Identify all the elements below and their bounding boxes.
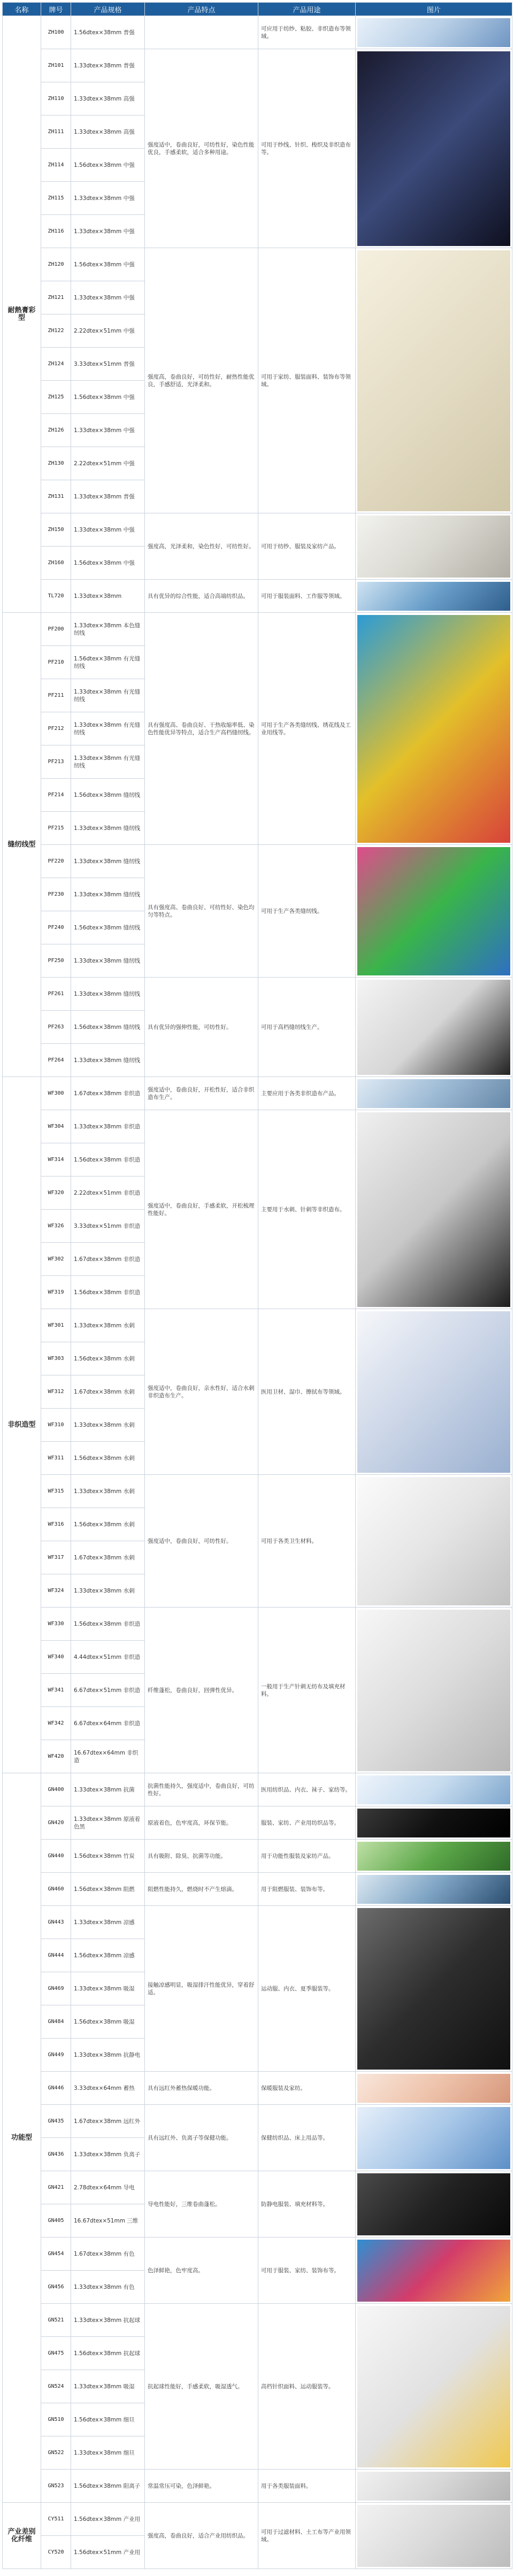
use-cell: 可用于家纺、服装面料、装饰布等领域。: [258, 248, 356, 513]
product-photo: [357, 1477, 510, 1605]
category-cell: 耐熱膏彩型: [3, 16, 41, 613]
spec-cell: 1.33dtex×38mm: [71, 580, 145, 613]
product-photo: [357, 2472, 510, 2501]
spec-cell: 1.56dtex×38mm 缝纫线: [71, 779, 145, 812]
spec-cell: 1.33dtex×38mm 中强: [71, 215, 145, 248]
code-cell: PF240: [41, 911, 71, 944]
product-photo: [357, 847, 510, 975]
code-cell: GN454: [41, 2237, 71, 2271]
code-cell: GN440: [41, 1840, 71, 1873]
code-cell: GN456: [41, 2271, 71, 2304]
product-photo: [357, 1311, 510, 1473]
code-cell: ZH115: [41, 182, 71, 215]
spec-cell: 1.56dtex×38mm 中强: [71, 248, 145, 281]
feature-cell: 具有强度高、卷曲良好、可纺性好、染色均匀等特点。: [145, 845, 258, 978]
image-cell: [356, 1077, 512, 1110]
use-cell: 可用于高档缝纫线生产。: [258, 978, 356, 1077]
code-cell: GN469: [41, 1972, 71, 2005]
code-cell: GN420: [41, 1806, 71, 1840]
spec-cell: 1.67dtex×38mm 水刺: [71, 1375, 145, 1409]
image-cell: [356, 1906, 512, 2072]
feature-cell: 抗起球性能好，手感柔软，吸湿透气。: [145, 2304, 258, 2470]
product-photo: [357, 2306, 510, 2467]
spec-cell: 1.33dtex×38mm 水刺: [71, 1409, 145, 1442]
code-cell: WF312: [41, 1375, 71, 1409]
use-cell: 运动服、内衣、夏季服装等。: [258, 1906, 356, 2072]
use-cell: 医用纺织品、内衣、袜子、家纺等。: [258, 1773, 356, 1806]
code-cell: WF314: [41, 1143, 71, 1176]
table-row: [3, 1110, 512, 1143]
image-cell: [356, 16, 512, 49]
code-cell: GN444: [41, 1939, 71, 1972]
image-cell: [356, 2171, 512, 2237]
code-cell: WF301: [41, 1309, 71, 1342]
code-cell: PF261: [41, 978, 71, 1011]
use-cell: 可应用于纺纱、粘胶、非织造布等领域。: [258, 16, 356, 49]
category-cell: 非织造型: [3, 1077, 41, 1773]
use-cell: 可用于过滤材料、土工布等产业用领域。: [258, 2503, 356, 2569]
spec-cell: 1.33dtex×38mm 水刺: [71, 1309, 145, 1342]
code-cell: PF230: [41, 878, 71, 911]
spec-cell: 1.56dtex×38mm 竹炭: [71, 1840, 145, 1873]
header-spec: 产品规格: [71, 3, 145, 16]
feature-cell: 强度适中，卷曲良好，可纺性好，染色性能优良，手感柔软，适合多种用途。: [145, 49, 258, 248]
use-cell: 服装、家纺、产业用纺织品等。: [258, 1806, 356, 1840]
product-photo: [357, 2074, 510, 2103]
use-cell: 可用于服装、家纺、装饰布等。: [258, 2237, 356, 2304]
product-photo: [357, 2107, 510, 2169]
code-cell: GN523: [41, 2470, 71, 2503]
table-row: [3, 1309, 512, 1342]
table-row: [3, 1806, 512, 1840]
spec-cell: 3.33dtex×51mm 非织造: [71, 1210, 145, 1243]
spec-cell: 1.33dtex×38mm 水刺: [71, 1475, 145, 1508]
code-cell: WF420: [41, 1740, 71, 1773]
spec-cell: 1.56dtex×51mm 产业用: [71, 2536, 145, 2569]
code-cell: ZH101: [41, 49, 71, 82]
spec-cell: 1.33dtex×38mm 缝纫线: [71, 944, 145, 978]
table-row: [3, 1840, 512, 1873]
code-cell: ZH100: [41, 16, 71, 49]
code-cell: ZH110: [41, 82, 71, 116]
product-photo: [357, 1079, 510, 1108]
image-cell: [356, 1840, 512, 1873]
code-cell: PF220: [41, 845, 71, 878]
spec-cell: 1.56dtex×38mm 吸湿: [71, 2005, 145, 2039]
spec-cell: 1.33dtex×38mm 细旦: [71, 2436, 145, 2470]
use-cell: 可用于纺纱、服装及家纺产品。: [258, 513, 356, 580]
product-photo: [357, 18, 510, 47]
product-photo: [357, 582, 510, 611]
spec-cell: 1.56dtex×38mm 中强: [71, 381, 145, 414]
product-photo: [357, 516, 510, 578]
code-cell: ZH150: [41, 513, 71, 547]
code-cell: ZH124: [41, 348, 71, 381]
spec-cell: 1.56dtex×38mm 细旦: [71, 2403, 145, 2436]
code-cell: GN443: [41, 1906, 71, 1939]
spec-cell: 1.56dtex×38mm 产业用: [71, 2503, 145, 2536]
feature-cell: 接触凉感明显，吸湿排汗性能优异，穿着舒适。: [145, 1906, 258, 2072]
product-photo: [357, 250, 510, 511]
spec-cell: 1.33dtex×38mm 有光缝纫线: [71, 745, 145, 779]
feature-cell: 强度适中，卷曲良好，可纺性好。: [145, 1475, 258, 1608]
spec-cell: 1.56dtex×38mm 非织造: [71, 1276, 145, 1309]
spec-cell: 1.67dtex×38mm 远红外: [71, 2105, 145, 2138]
feature-cell: 强度高，卷曲良好，可纺性好，耐热性能优良，手感舒适，光泽柔和。: [145, 248, 258, 513]
table-row: [3, 580, 512, 613]
category-cell: 功能型: [3, 1773, 41, 2503]
spec-cell: 1.56dtex×38mm 水刺: [71, 1442, 145, 1475]
spec-cell: 1.33dtex×38mm 中强: [71, 414, 145, 447]
use-cell: 主要用于水刺、针刺等非织造布。: [258, 1110, 356, 1309]
feature-cell: [145, 16, 258, 49]
spec-cell: 1.67dtex×38mm 非织造: [71, 1243, 145, 1276]
code-cell: WF303: [41, 1342, 71, 1375]
image-cell: [356, 845, 512, 978]
code-cell: PF215: [41, 812, 71, 845]
spec-cell: 1.33dtex×38mm 吸湿: [71, 1972, 145, 2005]
use-cell: 主要应用于各类非织造布产品。: [258, 1077, 356, 1110]
product-photo: [357, 2173, 510, 2235]
spec-cell: 1.67dtex×38mm 非织造: [71, 1077, 145, 1110]
spec-cell: 1.33dtex×38mm 中强: [71, 182, 145, 215]
code-cell: WF341: [41, 1674, 71, 1707]
feature-cell: 强度高，光泽柔和，染色性好，可纺性好。: [145, 513, 258, 580]
code-cell: GN436: [41, 2138, 71, 2171]
code-cell: PF212: [41, 712, 71, 745]
image-cell: [356, 613, 512, 845]
code-cell: ZH131: [41, 480, 71, 513]
spec-cell: 16.67dtex×64mm 非织造: [71, 1740, 145, 1773]
image-cell: [356, 2105, 512, 2171]
spec-cell: 2.22dtex×51mm 非织造: [71, 1176, 145, 1210]
use-cell: 可用于纱线、针织、梭织及非织造布等。: [258, 49, 356, 248]
feature-cell: 具有吸附、除臭、抗菌等功能。: [145, 1840, 258, 1873]
feature-cell: 原液着色，色牢度高，环保节能。: [145, 1806, 258, 1840]
code-cell: GN484: [41, 2005, 71, 2039]
image-cell: [356, 580, 512, 613]
feature-cell: 具有远红外、负离子等保健功能。: [145, 2105, 258, 2171]
header-name: 名称: [3, 3, 41, 16]
spec-cell: 1.33dtex×38mm 缝纫线: [71, 812, 145, 845]
spec-cell: 1.56dtex×38mm 非织造: [71, 1143, 145, 1176]
feature-cell: 常温常压可染，色泽鲜艳。: [145, 2470, 258, 2503]
code-cell: WF300: [41, 1077, 71, 1110]
code-cell: TL720: [41, 580, 71, 613]
product-photo: [357, 2240, 510, 2302]
table-row: [3, 1475, 512, 1508]
feature-cell: 强度适中，卷曲良好，手感柔软，开松梳理性能好。: [145, 1110, 258, 1309]
use-cell: 高档针织面料、运动服装等。: [258, 2304, 356, 2470]
spec-cell: 1.33dtex×38mm 中强: [71, 281, 145, 314]
spec-cell: 1.56dtex×38mm 缝纫线: [71, 1011, 145, 1044]
code-cell: WF317: [41, 1541, 71, 1574]
spec-cell: 3.33dtex×64mm 蓄热: [71, 2072, 145, 2105]
spec-cell: 1.56dtex×38mm 中强: [71, 149, 145, 182]
use-cell: 用于各类服装面料。: [258, 2470, 356, 2503]
category-cell: 缝纫线型: [3, 613, 41, 1077]
use-cell: 可用于服装面料、工作服等领域。: [258, 580, 356, 613]
code-cell: WF320: [41, 1176, 71, 1210]
spec-cell: 2.22dtex×51mm 中强: [71, 447, 145, 480]
code-cell: ZH116: [41, 215, 71, 248]
spec-cell: 1.33dtex×38mm 水刺: [71, 1574, 145, 1608]
feature-cell: 色泽鲜艳，色牢度高。: [145, 2237, 258, 2304]
use-cell: 防静电服装、填充材料等。: [258, 2171, 356, 2237]
code-cell: GN460: [41, 1873, 71, 1906]
spec-cell: 1.33dtex×38mm 有光缝纫线: [71, 712, 145, 745]
code-cell: GN475: [41, 2337, 71, 2370]
use-cell: 可用于各类卫生材料。: [258, 1475, 356, 1608]
table-row: [3, 1077, 512, 1110]
code-cell: WF315: [41, 1475, 71, 1508]
code-cell: ZH122: [41, 314, 71, 348]
spec-cell: 1.56dtex×38mm 凉感: [71, 1939, 145, 1972]
image-cell: [356, 248, 512, 513]
use-cell: 保暖服装及家纺。: [258, 2072, 356, 2105]
spec-cell: 1.56dtex×38mm 水刺: [71, 1508, 145, 1541]
image-cell: [356, 1806, 512, 1840]
spec-cell: 1.33dtex×38mm 本色缝纫线: [71, 613, 145, 646]
spec-cell: 1.56dtex×38mm 水刺: [71, 1342, 145, 1375]
spec-cell: 1.33dtex×38mm 原液着色黑: [71, 1806, 145, 1840]
code-cell: PF210: [41, 646, 71, 679]
spec-cell: 1.33dtex×38mm 凉感: [71, 1906, 145, 1939]
image-cell: [356, 2503, 512, 2569]
spec-cell: 1.56dtex×38mm 有光缝纫线: [71, 646, 145, 679]
use-cell: 可用于生产各类缝纫线。: [258, 845, 356, 978]
image-cell: [356, 1773, 512, 1806]
header-feature: 产品特点: [145, 3, 258, 16]
code-cell: GN521: [41, 2304, 71, 2337]
code-cell: GN522: [41, 2436, 71, 2470]
spec-cell: 3.33dtex×51mm 普强: [71, 348, 145, 381]
category-cell: 产业差别化纤维: [3, 2503, 41, 2569]
product-table-wrapper: [2, 2, 512, 2569]
product-photo: [357, 51, 510, 246]
feature-cell: 阻燃性能持久，燃烧时不产生熔滴。: [145, 1873, 258, 1906]
table-row: [3, 2072, 512, 2105]
table-row: [3, 513, 512, 547]
spec-cell: 1.56dtex×38mm 中强: [71, 547, 145, 580]
code-cell: GN510: [41, 2403, 71, 2436]
spec-cell: 1.56dtex×38mm 抗起球: [71, 2337, 145, 2370]
spec-cell: 1.56dtex×38mm 非织造: [71, 1608, 145, 1641]
table-row: [3, 1906, 512, 1939]
product-photo: [357, 1809, 510, 1837]
image-cell: [356, 2237, 512, 2304]
code-cell: ZH126: [41, 414, 71, 447]
product-photo: [357, 1610, 510, 1771]
image-cell: [356, 2470, 512, 2503]
code-cell: ZH125: [41, 381, 71, 414]
code-cell: PF214: [41, 779, 71, 812]
use-cell: 医用卫材、湿巾、擦拭布等领域。: [258, 1309, 356, 1475]
image-cell: [356, 49, 512, 248]
code-cell: WF316: [41, 1508, 71, 1541]
product-photo: [357, 1112, 510, 1307]
spec-cell: 1.33dtex×38mm 非织造: [71, 1110, 145, 1143]
code-cell: PF250: [41, 944, 71, 978]
spec-cell: 1.33dtex×38mm 有光缝纫线: [71, 679, 145, 712]
code-cell: PF211: [41, 679, 71, 712]
product-photo: [357, 1908, 510, 2070]
table-row: [3, 845, 512, 878]
image-cell: [356, 978, 512, 1077]
spec-cell: 6.67dtex×51mm 非织造: [71, 1674, 145, 1707]
product-table: [2, 2, 512, 2569]
code-cell: WF324: [41, 1574, 71, 1608]
table-row: [3, 2171, 512, 2204]
code-cell: ZH114: [41, 149, 71, 182]
spec-cell: 1.33dtex×38mm 吸湿: [71, 2370, 145, 2403]
code-cell: ZH120: [41, 248, 71, 281]
code-cell: PF264: [41, 1044, 71, 1077]
spec-cell: 1.33dtex×38mm 中强: [71, 513, 145, 547]
table-header-row: [3, 3, 512, 16]
spec-cell: 1.67dtex×38mm 有色: [71, 2237, 145, 2271]
spec-cell: 2.22dtex×51mm 中强: [71, 314, 145, 348]
image-cell: [356, 1309, 512, 1475]
code-cell: PF263: [41, 1011, 71, 1044]
table-row: [3, 49, 512, 82]
code-cell: WF310: [41, 1409, 71, 1442]
spec-cell: 2.78dtex×64mm 导电: [71, 2171, 145, 2204]
product-photo: [357, 2505, 510, 2567]
code-cell: GN405: [41, 2204, 71, 2237]
use-cell: 一般用于生产针刺无纺布及填充材料。: [258, 1608, 356, 1773]
product-photo: [357, 1875, 510, 1904]
code-cell: WF304: [41, 1110, 71, 1143]
table-row: [3, 978, 512, 1011]
code-cell: PF213: [41, 745, 71, 779]
spec-cell: 1.33dtex×38mm 缝纫线: [71, 878, 145, 911]
spec-cell: 4.44dtex×51mm 非织造: [71, 1641, 145, 1674]
header-use: 产品用途: [258, 3, 356, 16]
spec-cell: 1.33dtex×38mm 抗菌: [71, 1773, 145, 1806]
feature-cell: 纤维蓬松，卷曲良好，回弹性优异。: [145, 1608, 258, 1773]
code-cell: PF200: [41, 613, 71, 646]
image-cell: [356, 1608, 512, 1773]
feature-cell: 导电性能好，三维卷曲蓬松。: [145, 2171, 258, 2237]
table-row: [3, 2470, 512, 2503]
code-cell: CY511: [41, 2503, 71, 2536]
header-image: 图片: [356, 3, 512, 16]
table-row: [3, 1773, 512, 1806]
table-row: [3, 1873, 512, 1906]
feature-cell: 强度适中，卷曲良好，开松性好，适合非织造布生产。: [145, 1077, 258, 1110]
code-cell: WF340: [41, 1641, 71, 1674]
code-cell: GN435: [41, 2105, 71, 2138]
code-cell: WF311: [41, 1442, 71, 1475]
table-row: [3, 2105, 512, 2138]
spec-cell: 1.67dtex×38mm 水刺: [71, 1541, 145, 1574]
table-row: [3, 613, 512, 646]
spec-cell: 1.33dtex×38mm 抗起球: [71, 2304, 145, 2337]
spec-cell: 1.33dtex×38mm 抗静电: [71, 2039, 145, 2072]
product-photo: [357, 980, 510, 1075]
feature-cell: 强度高，卷曲良好，适合产业用纺织品。: [145, 2503, 258, 2569]
feature-cell: 具有优异的综合性能，适合高端纺织品。: [145, 580, 258, 613]
code-cell: ZH160: [41, 547, 71, 580]
spec-cell: 1.33dtex×38mm 高强: [71, 116, 145, 149]
feature-cell: 强度适中，卷曲良好，亲水性好，适合水刺非织造布生产。: [145, 1309, 258, 1475]
spec-cell: 1.33dtex×38mm 高强: [71, 82, 145, 116]
spec-cell: 1.33dtex×38mm 普强: [71, 49, 145, 82]
product-photo: [357, 1842, 510, 1871]
table-row: [3, 2304, 512, 2337]
code-cell: ZH111: [41, 116, 71, 149]
table-row: [3, 1608, 512, 1641]
spec-cell: 1.33dtex×38mm 有色: [71, 2271, 145, 2304]
code-cell: GN446: [41, 2072, 71, 2105]
spec-cell: 1.33dtex×38mm 缝纫线: [71, 845, 145, 878]
use-cell: 可用于生产各类缝纫线、绣花线及工业用线等。: [258, 613, 356, 845]
table-row: [3, 2503, 512, 2536]
image-cell: [356, 2072, 512, 2105]
use-cell: 保健纺织品、床上用品等。: [258, 2105, 356, 2171]
table-row: [3, 2237, 512, 2271]
spec-cell: 1.33dtex×38mm 普强: [71, 480, 145, 513]
product-photo: [357, 1775, 510, 1804]
code-cell: ZH121: [41, 281, 71, 314]
use-cell: 用于功能性服装及家纺产品。: [258, 1840, 356, 1873]
code-cell: WF342: [41, 1707, 71, 1740]
spec-cell: 6.67dtex×64mm 非织造: [71, 1707, 145, 1740]
code-cell: CY520: [41, 2536, 71, 2569]
code-cell: WF302: [41, 1243, 71, 1276]
code-cell: GN400: [41, 1773, 71, 1806]
table-row: [3, 248, 512, 281]
header-code: 牌号: [41, 3, 71, 16]
spec-cell: 1.33dtex×38mm 负离子: [71, 2138, 145, 2171]
code-cell: ZH130: [41, 447, 71, 480]
image-cell: [356, 513, 512, 580]
spec-cell: 1.56dtex×38mm 阻燃: [71, 1873, 145, 1906]
feature-cell: 具有优异的强伸性能，可纺性好。: [145, 978, 258, 1077]
spec-cell: 1.33dtex×38mm 缝纫线: [71, 1044, 145, 1077]
table-body: [3, 16, 512, 2569]
code-cell: GN524: [41, 2370, 71, 2403]
feature-cell: 具有远红外蓄热保暖功能。: [145, 2072, 258, 2105]
code-cell: GN421: [41, 2171, 71, 2204]
code-cell: GN449: [41, 2039, 71, 2072]
code-cell: WF326: [41, 1210, 71, 1243]
spec-cell: 16.67dtex×51mm 三维: [71, 2204, 145, 2237]
image-cell: [356, 1873, 512, 1906]
table-row: [3, 16, 512, 49]
feature-cell: 具有强度高、卷曲良好、干热收缩率低、染色性能优异等特点，适合生产高档缝纫线。: [145, 613, 258, 845]
spec-cell: 1.56dtex×38mm 普强: [71, 16, 145, 49]
image-cell: [356, 2304, 512, 2470]
image-cell: [356, 1110, 512, 1309]
spec-cell: 1.33dtex×38mm 缝纫线: [71, 978, 145, 1011]
code-cell: WF330: [41, 1608, 71, 1641]
image-cell: [356, 1475, 512, 1608]
code-cell: WF319: [41, 1276, 71, 1309]
spec-cell: 1.56dtex×38mm 阳离子: [71, 2470, 145, 2503]
product-photo: [357, 615, 510, 843]
use-cell: 用于阻燃服装、装饰布等。: [258, 1873, 356, 1906]
feature-cell: 抗菌性能持久，强度适中，卷曲良好，可纺性好。: [145, 1773, 258, 1806]
spec-cell: 1.56dtex×38mm 缝纫线: [71, 911, 145, 944]
